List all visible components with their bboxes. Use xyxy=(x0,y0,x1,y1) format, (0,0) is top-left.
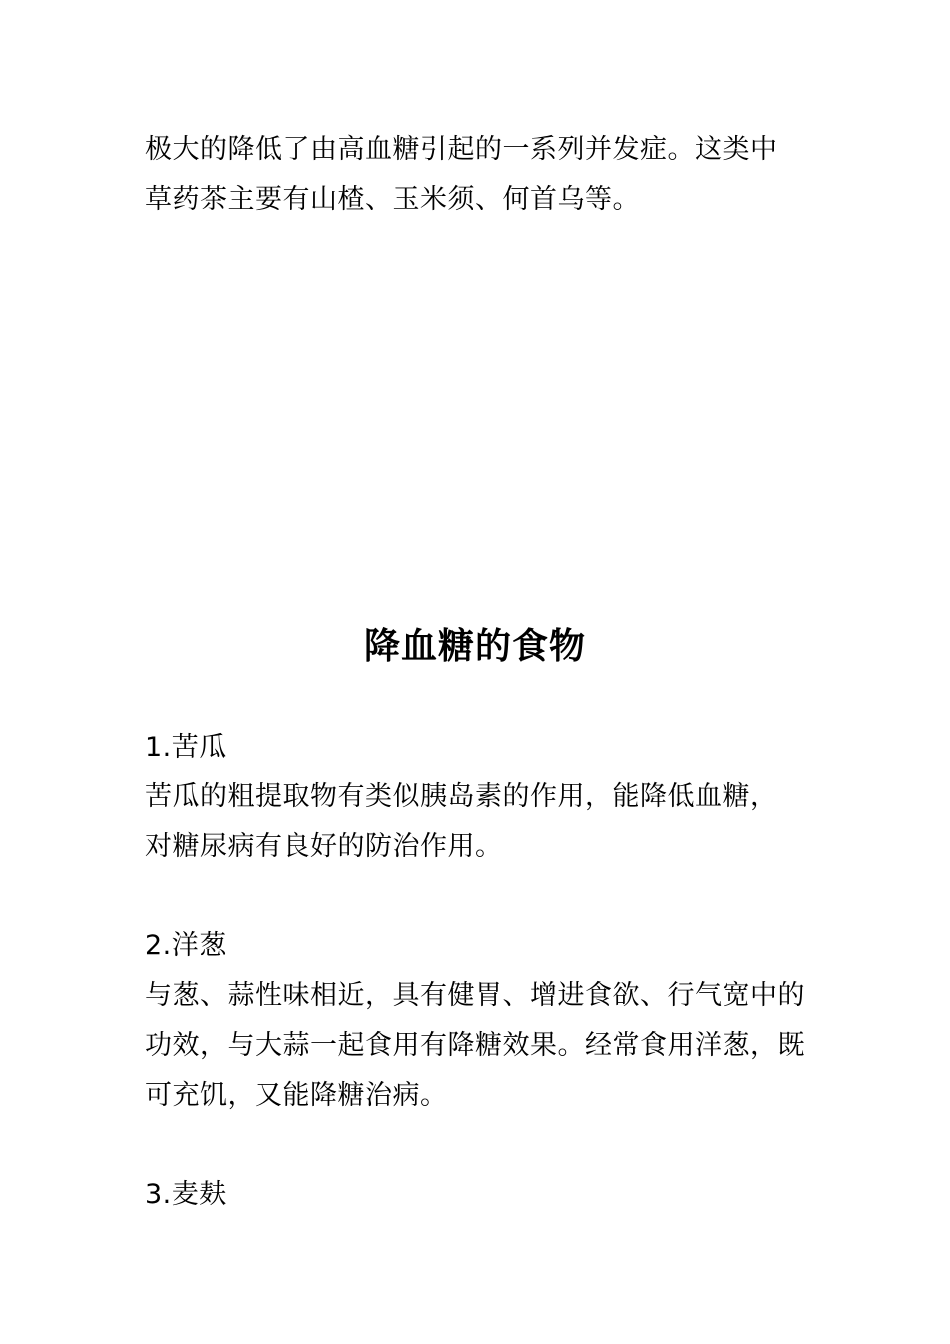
intro-paragraph-line-1: 极大的降低了由高血糖引起的一系列并发症。这类中 xyxy=(145,134,778,165)
intro-paragraph-line-2: 草药茶主要有山楂、玉米须、何首乌等。 xyxy=(145,184,640,215)
item-1-line-2: 对糖尿病有良好的防治作用。 xyxy=(145,831,503,862)
item-heading-3: 3.麦麸 xyxy=(145,1179,227,1210)
item-1-line-1: 苦瓜的粗提取物有类似胰岛素的作用，能降低血糖， xyxy=(145,781,778,812)
item-2-line-2: 功效，与大蒜一起食用有降糖效果。经常食用洋葱，既 xyxy=(145,1030,805,1061)
section-title: 降血糖的食物 xyxy=(363,626,586,667)
item-2-line-3: 可充饥，又能降糖治病。 xyxy=(145,1080,448,1111)
item-heading-1: 1.苦瓜 xyxy=(145,732,227,763)
item-heading-2: 2.洋葱 xyxy=(145,930,227,961)
item-2-line-1: 与葱、蒜性味相近，具有健胃、增进食欲、行气宽中的 xyxy=(145,980,805,1011)
